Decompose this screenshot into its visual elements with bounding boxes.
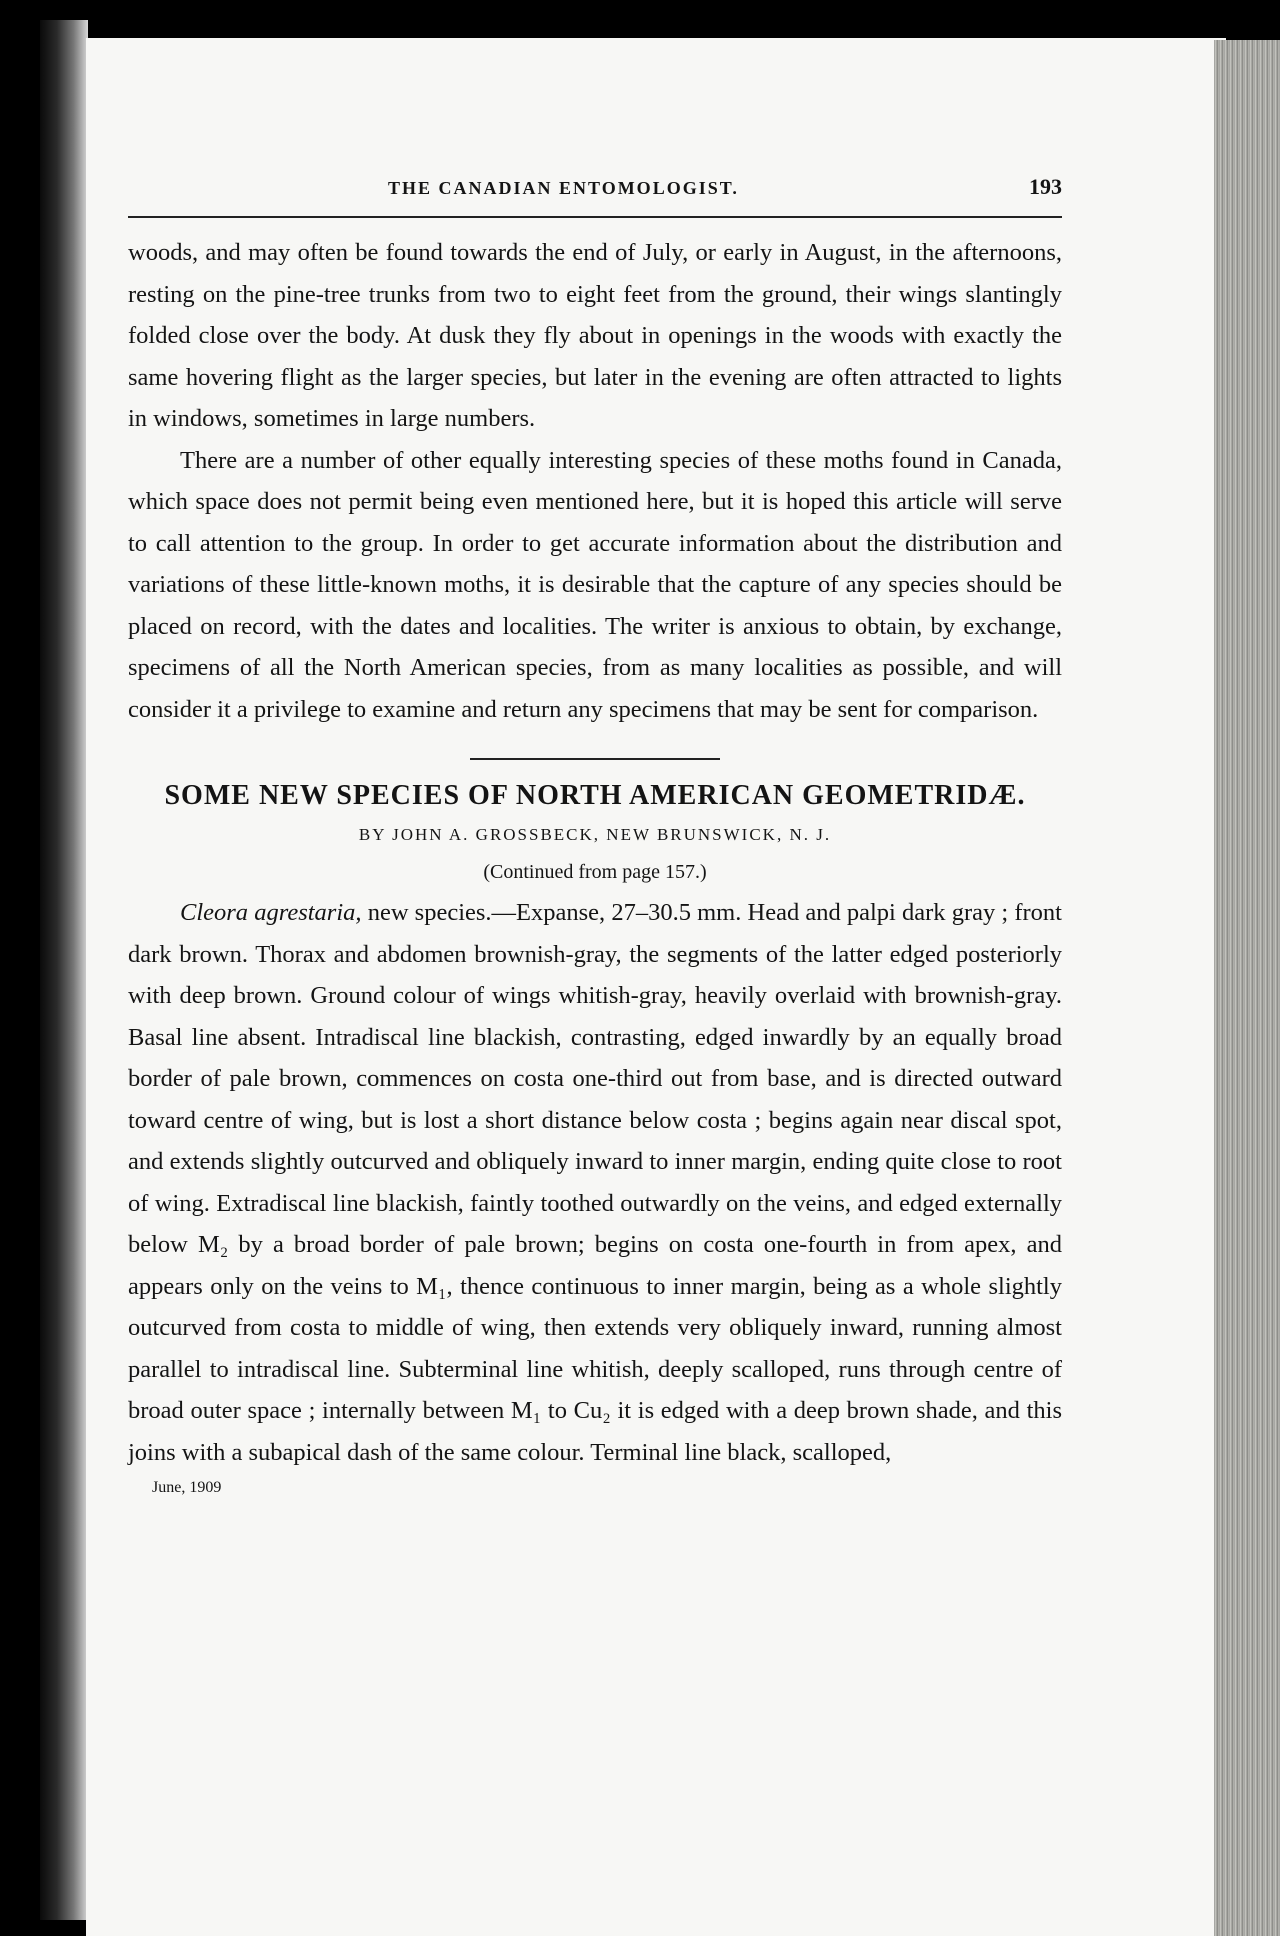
species-name: Cleora agrestaria,	[180, 899, 362, 926]
paragraph-closing: There are a number of other equally interesting species of these moths found in Canada, which space does not permit being even mentioned here, but it is hoped this article will serve to call attention to the group. In order to get accurate information about the distribution and variations of these little-known moths, it is desirable that the capture of any species should be placed on record, with the dates and localities. The writer is anxious to obtain, by exchange, specimens of all the North American species, from as many localities as possible, and will consider it a privilege to examine and return any specimens that may be sent for comparison.	[128, 446, 1062, 723]
running-head	[128, 170, 1062, 210]
section-divider	[470, 758, 720, 760]
page-number: 193	[1029, 174, 1062, 199]
running-title: THE CANADIAN ENTOMOLOGIST.	[388, 178, 739, 198]
paragraph-continuation: woods, and may often be found towards the end of July, or early in August, in the afternoons, resting on the pine-tree trunks from two to eight feet from the ground, their wings slantingly folded close over the body. At dusk they fly about in openings in the woods with exactly the same hovering flight as the larger species, but later in the evening are often attracted to lights in windows, sometimes in large numbers.	[128, 239, 1062, 432]
book-binding-shadow	[40, 20, 88, 1920]
continued-note: (Continued from page 157.)	[483, 861, 707, 883]
page-stack-edge	[1214, 40, 1280, 1936]
page-content	[128, 170, 1062, 1497]
species-description-text: new species.—Expanse, 27–30.5 mm. Head and palpi dark gray ; front dark brown. Thorax and abdomen brownish-gray, the segments of the latter edged posteriorly with deep brown. Ground colour of wings whitish-gray, heavily overlaid with brownish-gray. Basal line absent. Intradiscal line blackish, contrasting, edged inwardly by an equally broad border of pale brown, commences on costa one-third out from base, and is directed outward toward centre of wing, but is lost a short distance below costa ; begins again near discal spot, and extends slightly outcurved and obliquely inward to inner margin, ending quite close to root of wing. Extradiscal line blackish, faintly toothed outwardly on the veins, and edged externally below M₂ by a broad border of pale brown; begins on costa one-fourth in from apex, and appears only on the veins to M₁, thence continuous to inner margin, being as a whole slightly outcurved from costa to middle of wing, then extends very obliquely inward, running almost parallel to intradiscal line. Subterminal line whitish, deeply scalloped, runs through centre of broad outer space ; internally between M₁ to Cu₂ it is edged with a deep brown shade, and this joins with a subapical dash of the same colour. Terminal line black, scalloped,	[128, 899, 1062, 1466]
species-description	[128, 892, 1062, 1473]
issue-date: June, 1909	[152, 1479, 222, 1496]
article-byline: BY JOHN A. GROSSBECK, NEW BRUNSWICK, N. J.	[358, 825, 832, 844]
header-rule	[128, 216, 1062, 218]
article-title: SOME NEW SPECIES OF NORTH AMERICAN GEOMETRIDÆ.	[164, 780, 1026, 811]
